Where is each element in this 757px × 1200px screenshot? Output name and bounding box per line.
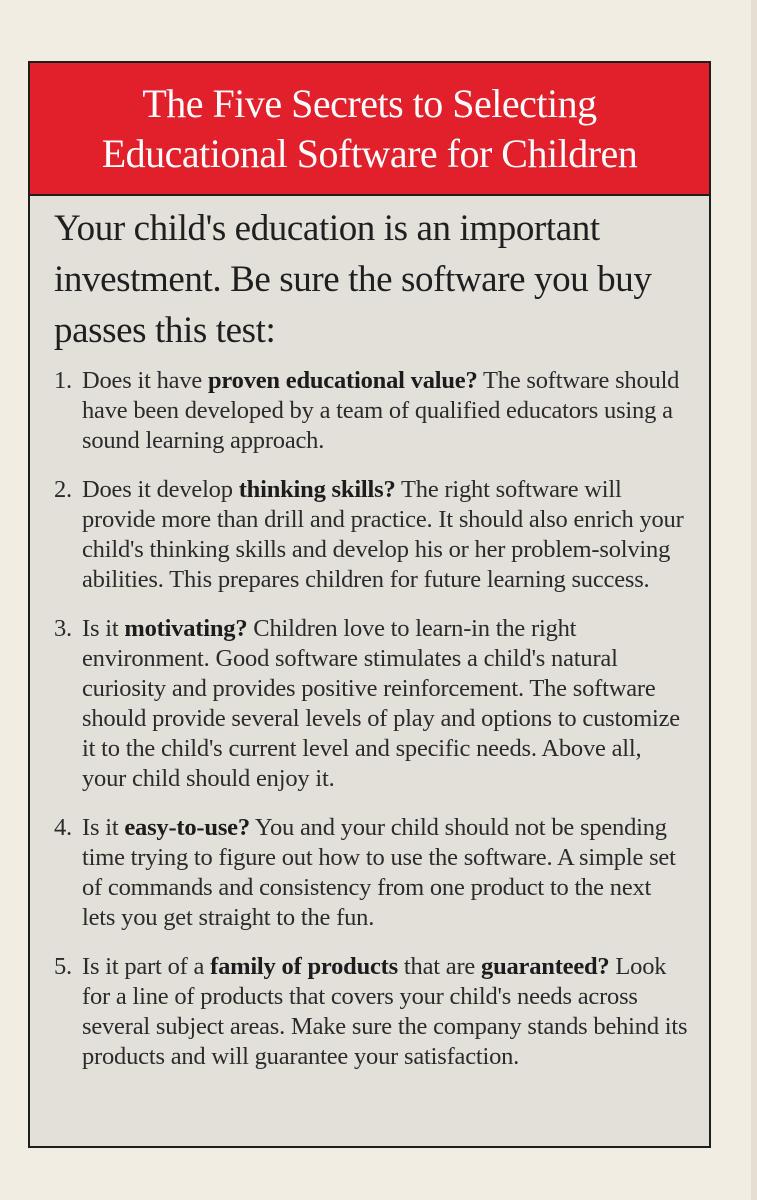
item-text: Is it motivating? Children love to learn-in the right environment. Good software stimulates a child's natural curiosity and provides positive reinforcement. The software should provide several levels of play and options to customize it to the child's current level and specific needs. Above all, your child should enjoy it. <box>82 615 680 792</box>
item-number: 5. <box>54 953 72 980</box>
content <box>30 196 709 1072</box>
secrets-list <box>54 366 689 1072</box>
title-line-1: The Five Secrets to Selecting <box>142 80 597 126</box>
title-banner <box>30 63 709 196</box>
item-highlight: thinking skills? <box>238 476 396 503</box>
list-item <box>54 366 689 456</box>
item-text: Is it part of a family of products that are guaranteed? Look for a line of products that covers your child's needs across several subject areas. Make sure the company stands behind its products and will guarantee your satisfaction. <box>82 953 688 1070</box>
item-number: 4. <box>54 814 72 841</box>
item-highlight: proven educational value? <box>208 367 478 394</box>
title-line-2: Educational Software for Children <box>101 130 638 176</box>
list-item <box>54 614 689 794</box>
secrets-box <box>28 61 711 1148</box>
page-edge <box>751 0 757 1200</box>
item-text: Does it develop thinking skills? The right software will provide more than drill and practice. It should also enrich your child's thinking skills and develop his or her problem-solving abilities. This prepares children for future learning success. <box>82 476 684 593</box>
item-highlight: family of products <box>210 953 398 980</box>
list-item <box>54 813 689 933</box>
item-highlight: motivating? <box>124 615 248 642</box>
intro-text: Your child's education is an important investment. Be sure the software you buy passes this test: <box>54 208 652 351</box>
item-text: Does it have proven educational value? The software should have been developed by a team of qualified educators using a sound learning approach. <box>82 367 680 454</box>
list-item <box>54 475 689 595</box>
item-highlight-2: guaranteed? <box>481 953 610 980</box>
item-text: Is it easy-to-use? You and your child should not be spending time trying to figure out how to use the software. A simple set of commands and consistency from one product to the next lets you get straight to the fun. <box>82 814 676 931</box>
item-number: 3. <box>54 615 72 642</box>
list-item <box>54 952 689 1072</box>
item-number: 2. <box>54 476 72 503</box>
item-number: 1. <box>54 367 72 394</box>
item-highlight: easy-to-use? <box>124 814 250 841</box>
